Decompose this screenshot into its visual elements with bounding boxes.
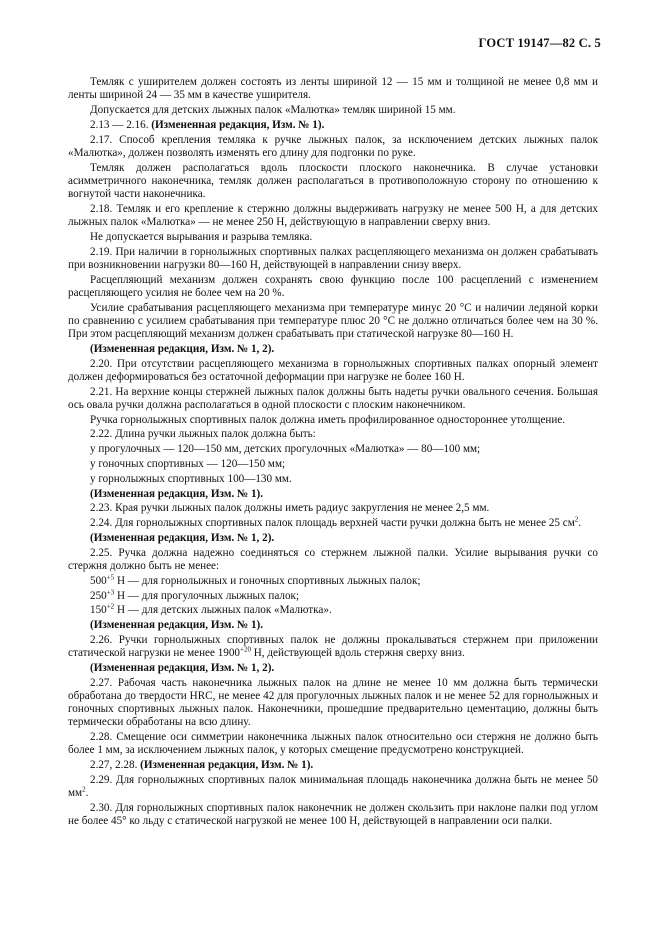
clause-number: 2.27, 2.28. (90, 759, 138, 772)
paragraph: Ручка горнолыжных спортивных палок должна иметь профилированное одностороннее утолщение. (90, 413, 566, 426)
value: 500 (90, 574, 107, 587)
paragraph-text: . (85, 787, 89, 800)
paragraph: Темляк с уширителем должен состоять из ленты шириной 12 — 15 мм и толщиной не менее 0,8 мм и ленты шириной 24 — 35 мм в качестве уширителя. (68, 76, 598, 102)
paragraph-text: 2.26. Ручки горнолыжных спортивных палок не должны прокалываться стержнем при приложении статической нагрузки не менее 1900 (68, 633, 598, 660)
paragraph-text: 2.29. Для горнолыжных спортивных палок минимальная площадь наконечника должна быть не менее 50 мм (68, 773, 598, 800)
list-item: у прогулочных — 120—150 мм, детских прогулочных «Малютка» — 80—100 мм; (90, 443, 481, 456)
paragraph: Не допускается вырывания и разрыва темляка. (90, 230, 313, 243)
paragraph: Расцепляющий механизм должен сохранять свою функцию после 100 расцеплений с изменением расцепляющего усилия не более чем на 20 %. (68, 273, 598, 299)
revision-note: (Измененная редакция, Изм. № 1). (90, 487, 264, 500)
paragraph: 2.20. При отсутствии расцепляющего механизма в горнолыжных спортивных палках опорный элемент должен деформироваться без остаточной деформации при нагрузке не более 160 Н. (68, 357, 598, 383)
paragraph (68, 634, 598, 660)
tolerance: +2 (106, 602, 115, 611)
paragraph: 2.19. При наличии в горнолыжных спортивных палках расцепляющего механизма он должен срабатывать при возникновении нагрузки 80—160 Н, действующей в направлении снизу вверх. (68, 245, 598, 271)
paragraph (68, 119, 598, 132)
paragraph: 2.21. На верхние концы стержней лыжных палок должны быть надеты ручки овального сечения. Большая ось овала ручки должна располагаться в одной плоскости с плоским наконечником. (68, 385, 598, 411)
list-item: у горнолыжных спортивных 100—130 мм. (90, 472, 292, 485)
revision-note: (Измененная редакция, Изм. № 1). (90, 619, 264, 632)
revision-note: (Измененная редакция, Изм. № 1). (151, 118, 325, 131)
paragraph-text: . (578, 517, 582, 530)
list-item-text: Н — для горнолыжных и гоночных спортивных лыжных палок; (114, 574, 421, 587)
page-header: ГОСТ 19147—82 С. 5 (478, 36, 601, 50)
superscript: 2 (82, 785, 86, 794)
value: 250 (90, 589, 107, 602)
paragraph (68, 759, 598, 772)
paragraph: 2.30. Для горнолыжных спортивных палок наконечник не должен скользить при наклоне палки под углом не более 45° ко льду с статической нагрузкой не менее 100 Н, действующей в направлении оси палки. (68, 801, 598, 828)
paragraph (68, 774, 598, 800)
paragraph: 2.18. Темляк и его крепление к стержню должны выдерживать нагрузку не менее 500 Н, а для детских лыжных палок «Малютка» — не менее 250 Н, действующую в направлении сверху вниз. (68, 202, 598, 228)
tolerance: +20 (240, 645, 251, 654)
paragraph-text: 2.24. Для горнолыжных спортивных палок площадь верхней части ручки должна быть не менее 25 см (90, 517, 575, 530)
paragraph (68, 517, 598, 530)
list-item (68, 587, 598, 603)
paragraph: Усилие срабатывания расцепляющего механизма при температуре минус 20 °С и наличии ледяной корки по сравнению с усилием срабатывания при температуре плюс 20 °С не должно отличаться более чем на 30 %. При этом расцепляющий механизм должен срабатывать при статической нагрузке 80—160 Н. (68, 301, 598, 340)
paragraph: 2.22. Длина ручки лыжных палок должна быть: (90, 428, 316, 441)
tolerance: +5 (106, 573, 115, 582)
document-body (68, 76, 598, 830)
list-item (68, 575, 598, 588)
revision-note: (Измененная редакция, Изм. № 1, 2). (90, 342, 275, 355)
revision-note: (Измененная редакция, Изм. № 1, 2). (90, 661, 275, 674)
revision-note: (Измененная редакция, Изм. № 1, 2). (90, 531, 275, 544)
paragraph: 2.17. Способ крепления темляка к ручке лыжных палок, за исключением детских лыжных палок «Малютка», должен позволять изменять его длину для подгонки по руке. (68, 133, 598, 159)
paragraph: 2.27. Рабочая часть наконечника лыжных палок на длине не менее 10 мм должна быть термически обработана до твердости HRC, не менее 42 для прогулочных лыжных палок и не менее 52 для горнолыжных и гоночных спортивных лыжных палок. Наконечники, прошедшие предварительно цементацию, должны быть термически обработаны на всю длину. (68, 676, 598, 729)
list-item-text: Н — для детских лыжных палок «Малютка». (114, 604, 332, 617)
paragraph-text: Н, действующей вдоль стержня сверху вниз. (250, 647, 465, 660)
paragraph: 2.23. Края ручки лыжных палок должны иметь радиус закругления не менее 2,5 мм. (90, 502, 490, 515)
paragraph: 2.25. Ручка должна надежно соединяться со стержнем лыжной палки. Усилие вырывания ручки со стержня должно быть не менее: (68, 546, 598, 572)
list-item (68, 604, 598, 617)
paragraph: Допускается для детских лыжных палок «Малютка» темляк шириной 15 мм. (90, 104, 456, 116)
list-item: у гоночных спортивных — 120—150 мм; (90, 457, 286, 470)
value: 150 (90, 604, 107, 617)
paragraph: 2.28. Смещение оси симметрии наконечника лыжных палок относительно оси стержня не должно быть более 1 мм, за исключением лыжных палок, у которых смещение предусмотрено конструкцией. (68, 731, 598, 757)
tolerance: +3 (106, 587, 115, 596)
revision-note: (Измененная редакция, Изм. № 1). (140, 759, 314, 772)
list-item-text: Н — для прогулочных лыжных палок; (114, 589, 300, 602)
paragraph: Темляк должен располагаться вдоль плоскости плоского наконечника. В случае установки асимметричного наконечника, темляк должен располагаться в противоположную сторону по отношению к вогнутой части наконечника. (68, 161, 598, 200)
superscript: 2 (574, 515, 579, 524)
clause-number: 2.13 — 2.16. (90, 118, 149, 131)
